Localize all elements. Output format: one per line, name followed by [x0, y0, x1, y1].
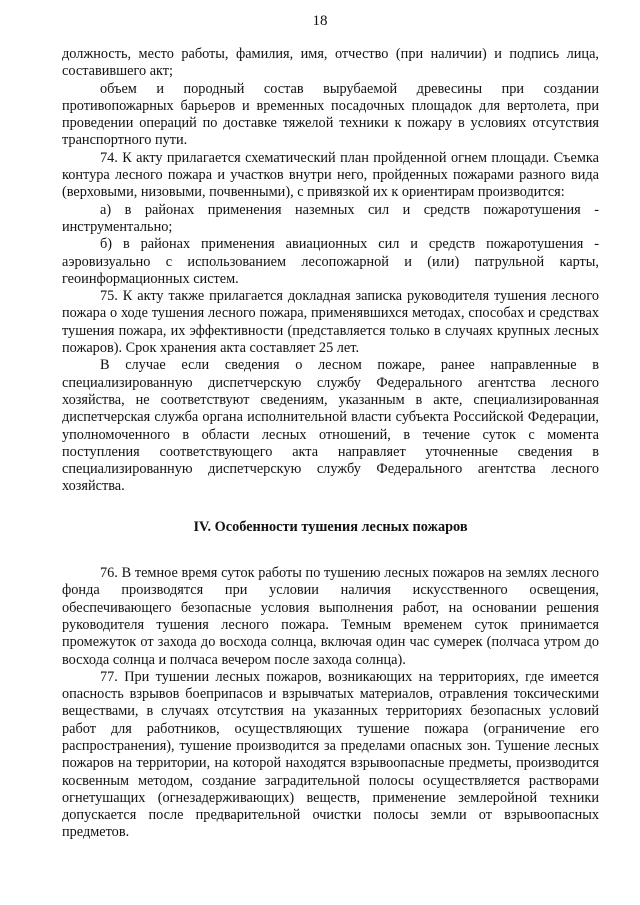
paragraph: 75. К акту также прилагается докладная записка руководителя тушения лесного пожара о ходе тушения лесного пожара, применявшихся методах, способах и средствах тушения пожара, их эффективности (представляется только в случаях крупных лесных пожаров). Срок хранения акта составляет 25 лет.: [62, 288, 599, 357]
paragraphs-before-heading: [62, 46, 599, 496]
section-heading: IV. Особенности тушения лесных пожаров: [193, 518, 468, 535]
paragraph: а) в районах применения наземных сил и средств пожаротушения - инструментально;: [62, 201, 599, 235]
paragraph: 76. В темное время суток работы по тушению лесных пожаров на землях лесного фонда производятся при условии наличия искусственного освещения, обеспечивающего безопасные условия выполнения работ, на основании решения руководителя тушения лесного пожара. Темным временем суток принимается промежуток от захода до восхода солнца, включая один час сумерек (полчаса утром до восхода солнца и полчаса вечером после захода солнца).: [62, 565, 599, 668]
paragraph: 74. К акту прилагается схематический план пройденной огнем площади. Съемка контура лесного пожара и участков внутри него, пройденных пожарами разного вида (верховыми, низовыми, почвенными), с привязкой их к ориентирам производится:: [62, 149, 599, 201]
paragraph: объем и породный состав вырубаемой древесины при создании противопожарных барьеров и временных посадочных площадок для вертолета, при проведении операций по доставке тяжелой техники к пожару в условиях отсутствия транспортного пути.: [62, 80, 599, 149]
paragraph: должность, место работы, фамилия, имя, отчество (при наличии) и подпись лица, составившего акт;: [62, 46, 599, 80]
document-body: [62, 46, 599, 842]
page-number: 18: [312, 13, 328, 29]
paragraph: б) в районах применения авиационных сил и средств пожаротушения - аэровизуально с использованием лесопожарной и (или) патрульной карты, геоинформационных систем.: [62, 236, 599, 287]
paragraph: 77. При тушении лесных пожаров, возникающих на территориях, где имеется опасность взрывов боеприпасов и взрывчатых материалов, отравления токсическими веществами, в случаях отсутствия на указанных территориях безопасных условий работ для работников, осуществляющих тушение пожара (ограничение его распространения), тушение производится за пределами опасных зон. Тушение лесных пожаров на территории, на которой находятся взрывоопасные предметы, производится косвенным методом, создание заградительной полосы осуществляется растворами огнетушащих (огнезадерживающих) веществ, применение землеройной техники допускается после предварительной очистки полосы земли от взрывоопасных предметов.: [62, 668, 599, 841]
paragraph: В случае если сведения о лесном пожаре, ранее направленные в специализированную диспетчерскую службу Федерального агентства лесного хозяйства, не соответствуют сведениям, указанным в акте, специализированная диспетчерская служба органа исполнительной власти субъекта Российской Федерации, уполномоченного в области лесных отношений, в течение суток с момента поступления соответствующего акта направляет уточненные сведения в специализированную диспетчерскую службу Федерального агентства лесного хозяйства.: [62, 357, 599, 495]
paragraphs-after-heading: [62, 565, 599, 842]
